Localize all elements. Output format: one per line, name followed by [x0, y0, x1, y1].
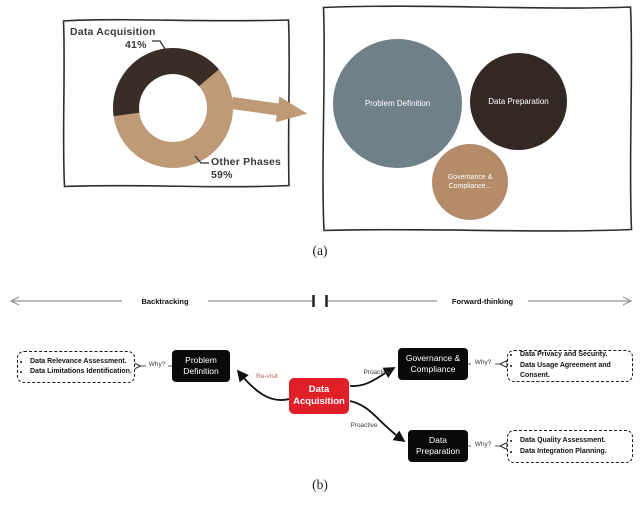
- detail-item: • Data Privacy and Security.: [520, 350, 630, 361]
- detail-item: • Data Integration Planning.: [520, 447, 607, 458]
- detail-item: • Data Relevance Assessment.: [30, 357, 132, 368]
- donut-value-41: 41%: [125, 39, 147, 51]
- node-data-acquisition-line1: Data: [308, 383, 330, 395]
- node-data-preparation-line1: Data: [429, 434, 447, 445]
- bubble-governance-compliance-label: Governance & Compliance...: [447, 174, 493, 190]
- node-governance-line2: Compliance: [410, 364, 456, 374]
- donut-label-other-phases: Other Phases: [211, 156, 282, 168]
- detail-item: • Data Quality Assessment.: [520, 436, 607, 447]
- revisit-label: Re-visit: [256, 373, 278, 380]
- detail-item: • Data Usage Agreement and Consent.: [520, 361, 630, 382]
- node-data-preparation: [408, 430, 468, 462]
- why-bottom-right-label: Why?: [471, 441, 495, 448]
- backtracking-label: Backtracking: [122, 297, 208, 306]
- bubble-data-preparation-label: Data Preparation: [488, 97, 549, 106]
- detail-box-data-preparation: [507, 430, 633, 463]
- node-data-acquisition-line2: Acquisition: [293, 396, 345, 407]
- node-problem-definition-line1: Problem: [185, 354, 217, 365]
- why-top-right-label: Why?: [471, 359, 495, 366]
- why-top-right-hollow-arrow: [500, 361, 507, 368]
- node-problem-definition-line2: Definition: [183, 366, 219, 376]
- detail-item: • Data Limitations Identification.: [30, 367, 132, 378]
- node-governance-compliance: [398, 348, 468, 380]
- node-governance-line1: Governance &: [405, 352, 461, 363]
- caption-b: (b): [312, 477, 328, 492]
- forward-thinking-label: Forward-thinking: [437, 297, 528, 306]
- detail-box-governance: [507, 350, 633, 382]
- node-problem-definition: [172, 350, 230, 382]
- why-left-label: Why?: [146, 361, 168, 368]
- bubble-data-preparation: [470, 53, 567, 150]
- bubble-problem-definition: [333, 39, 462, 168]
- proactive-bottom-label: Proactive: [350, 422, 378, 429]
- proactive-bottom-arrow: [350, 401, 404, 441]
- node-data-acquisition: [289, 378, 349, 414]
- caption-a: (a): [312, 243, 328, 258]
- node-data-preparation-line2: Preparation: [416, 446, 460, 456]
- bubble-problem-definition-label: Problem Definition: [364, 99, 431, 108]
- bubble-governance-compliance: [432, 144, 508, 220]
- donut-value-59: 59%: [211, 169, 233, 181]
- detail-box-problem-definition: [17, 351, 135, 383]
- donut-label-data-acquisition: Data Acquisition: [70, 26, 156, 38]
- why-bottom-right-hollow-arrow: [500, 443, 507, 450]
- proactive-top-label: Proactive: [363, 369, 391, 376]
